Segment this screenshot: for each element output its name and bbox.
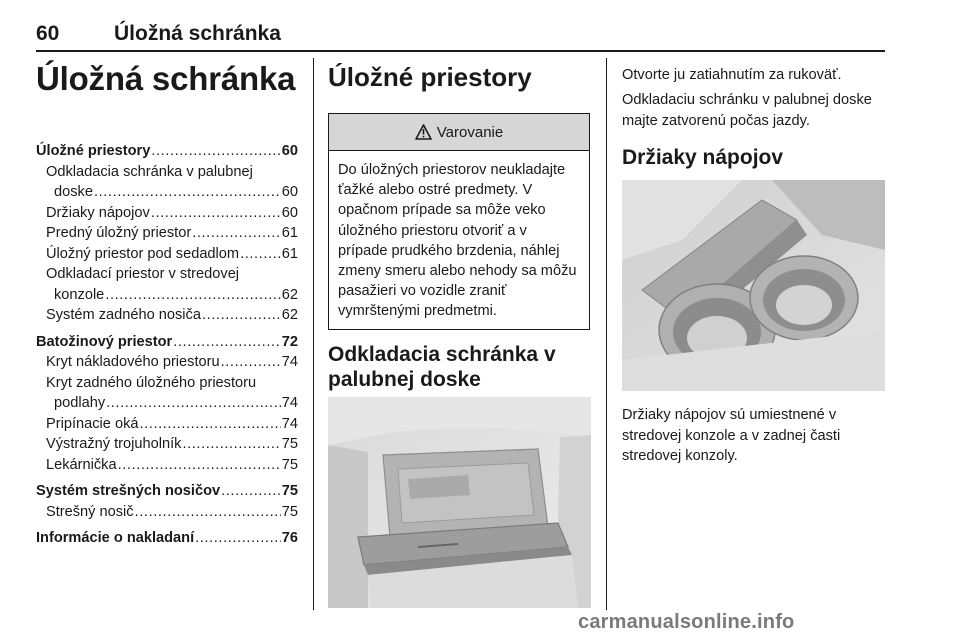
toc-leader-dots <box>135 502 281 523</box>
column-divider <box>606 58 607 610</box>
toc-item-label: Úložné priestory <box>36 143 151 159</box>
toc-item <box>36 162 298 203</box>
header-rule <box>36 50 885 52</box>
toc-item-label-continued: konzole <box>54 286 105 303</box>
toc-item <box>36 264 298 305</box>
subsection-title-glovebox: Odkladacia schránka v palubnej doske <box>328 343 556 391</box>
toc-item-label: Batožinový priestor <box>36 333 173 350</box>
toc-item <box>36 434 298 455</box>
warning-triangle-icon <box>415 124 432 140</box>
table-of-contents <box>36 141 298 549</box>
toc-leader-dots <box>151 203 281 224</box>
toc-item <box>36 223 298 244</box>
toc-item <box>36 203 298 224</box>
toc-item <box>36 455 298 476</box>
column-divider <box>313 58 314 610</box>
toc-item-label: Pripínacie oká <box>46 415 139 432</box>
toc-item-label-continued: podlahy <box>54 395 106 411</box>
warning-heading-label: Varovanie <box>436 123 504 141</box>
toc-item <box>36 305 298 326</box>
toc-item <box>36 502 298 523</box>
toc-leader-dots <box>105 285 280 306</box>
toc-leader-dots <box>118 455 281 476</box>
toc-leader-dots <box>240 244 281 265</box>
toc-item-label: Držiaky nápojov <box>46 204 150 221</box>
toc-page-number: 60 <box>281 184 298 200</box>
toc-item-label: Výstražný trojuholník <box>46 436 182 452</box>
glovebox-illustration <box>328 397 591 608</box>
subsection-title-cupholders: Držiaky nápojov <box>622 146 784 169</box>
toc-item-label: Úložný priestor pod sedadlom <box>46 245 240 262</box>
toc-section <box>36 481 298 502</box>
toc-page-number: 62 <box>281 307 298 323</box>
toc-item <box>36 352 298 373</box>
toc-leader-dots <box>221 352 281 373</box>
cupholder-description: Držiaky nápojov sú umiestnené v stredovej konzole a v zadnej časti stredovej konzoly. <box>622 407 841 464</box>
section-title: Úložné priestory <box>328 62 532 92</box>
toc-page-number: 62 <box>281 286 298 303</box>
warning-text: Do úložných priestorov neukladajte ťažké alebo ostré predmety. V opačnom prípade sa môže veko úložného priestoru otvoriť a v prípade prudkého brzdenia, náhlej zmeny smeru alebo nehody sa môžu pasažieri vo vozidle zraniť vymrštenými predmetmi. <box>338 162 577 320</box>
toc-section <box>36 528 298 549</box>
toc-item-label: Lekárnička <box>46 456 117 473</box>
toc-leader-dots <box>139 414 280 435</box>
close-instruction: Odkladaciu schránku v palubnej doske majte zatvorenú počas jazdy. <box>622 92 872 129</box>
toc-page-number: 76 <box>281 530 298 546</box>
toc-item-label: Predný úložný priestor <box>46 225 192 241</box>
toc-leader-dots <box>94 182 281 203</box>
toc-section <box>36 332 298 353</box>
toc-item-label: Systém strešných nosičov <box>36 483 221 499</box>
header-title: Úložná schránka <box>114 22 281 45</box>
toc-page-number: 74 <box>281 354 298 370</box>
toc-page-number: 75 <box>281 483 298 499</box>
warning-box <box>328 113 590 330</box>
toc-page-number: 74 <box>281 415 298 432</box>
toc-item-label: Systém zadného nosiča <box>46 307 201 323</box>
toc-item-label: Strešný nosič <box>46 503 134 520</box>
warning-heading <box>329 114 589 151</box>
chapter-title: Úložná schránka <box>36 60 296 97</box>
cupholder-illustration <box>622 180 885 391</box>
toc-page-number: 61 <box>281 225 298 241</box>
toc-item <box>36 373 298 414</box>
toc-item-label-continued: doske <box>54 184 93 200</box>
toc-page-number: 72 <box>281 333 298 350</box>
toc-item-label: Kryt zadného úložného priestoru <box>46 374 257 391</box>
toc-leader-dots <box>173 332 281 353</box>
toc-leader-dots <box>195 528 281 549</box>
toc-leader-dots <box>192 223 281 244</box>
toc-leader-dots <box>221 481 281 502</box>
toc-page-number: 74 <box>281 395 298 411</box>
toc-section <box>36 141 298 162</box>
watermark: carmanualsonline.info <box>578 611 795 633</box>
toc-page-number: 60 <box>281 204 298 221</box>
toc-item-label: Informácie o nakladaní <box>36 530 195 546</box>
toc-leader-dots <box>182 434 280 455</box>
toc-page-number: 75 <box>281 503 298 520</box>
toc-page-number: 75 <box>281 456 298 473</box>
toc-item <box>36 414 298 435</box>
toc-leader-dots <box>151 141 280 162</box>
toc-item-label: Odkladací priestor v stredovej <box>46 266 240 282</box>
toc-item-label: Kryt nákladového priestoru <box>46 354 220 370</box>
toc-item <box>36 244 298 265</box>
toc-leader-dots <box>202 305 281 326</box>
toc-page-number: 60 <box>281 143 298 159</box>
page-number: 60 <box>36 22 60 45</box>
open-instruction: Otvorte ju zatiahnutím za rukoväť. <box>622 67 842 83</box>
toc-page-number: 75 <box>281 436 298 452</box>
toc-leader-dots <box>106 393 281 414</box>
toc-page-number: 61 <box>281 245 298 262</box>
toc-item-label: Odkladacia schránka v palubnej <box>46 163 253 180</box>
